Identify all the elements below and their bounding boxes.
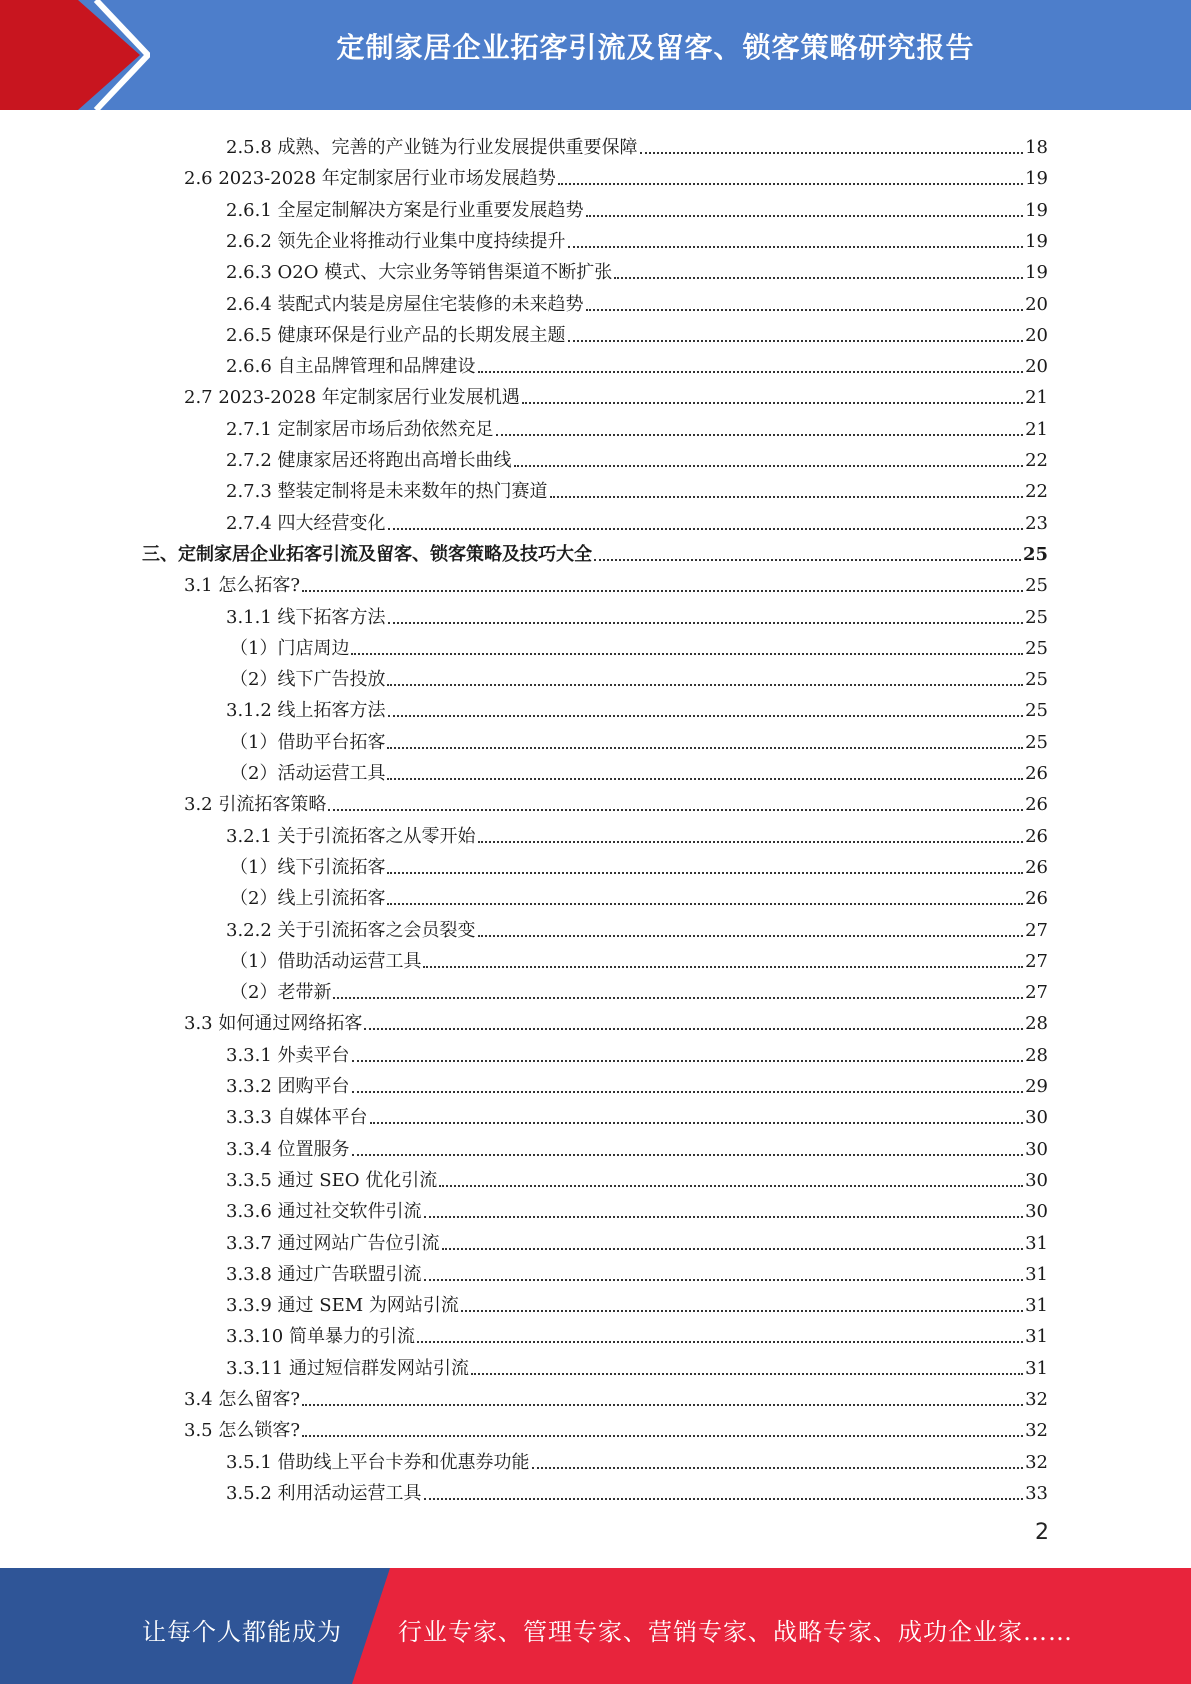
toc-dot-leader	[387, 684, 1023, 686]
toc-entry[interactable]	[226, 598, 1048, 629]
toc-entry-page: 31	[1025, 1326, 1048, 1348]
page-footer	[0, 1568, 1191, 1684]
toc-entry-page: 25	[1025, 700, 1048, 722]
toc-dot-leader	[532, 1467, 1024, 1469]
toc-entry-title: 2.7.2 健康家居还将跑出高增长曲线	[226, 450, 512, 471]
toc-dot-leader	[439, 1185, 1023, 1187]
toc-entry-title: 3.3.7 通过网站广告位引流	[226, 1232, 440, 1254]
toc-entry-title: 3.5.2 利用活动运营工具	[226, 1482, 422, 1504]
toc-dot-leader	[364, 1028, 1023, 1030]
toc-entry-title: 2.6.1 全屋定制解决方案是行业重要发展趋势	[226, 199, 584, 221]
toc-entry-title: 3.3.3 自媒体平台	[226, 1107, 368, 1129]
footer-slogan-right: 行业专家、管理专家、营销专家、战略专家、成功企业家……	[398, 1618, 1073, 1646]
toc-entry-page: 19	[1025, 262, 1048, 284]
toc-entry[interactable]	[226, 128, 1048, 159]
toc-entry-page: 30	[1025, 1169, 1048, 1191]
toc-entry[interactable]	[226, 1098, 1048, 1129]
toc-entry-title: 3.3.1 外卖平台	[226, 1044, 350, 1066]
toc-dot-leader	[423, 966, 1023, 968]
toc-dot-leader	[302, 1404, 1023, 1406]
toc-entry-title: （1）借助平台拓客	[230, 731, 386, 753]
toc-entry-title: （2）老带新	[230, 982, 332, 1004]
toc-entry[interactable]	[226, 316, 1048, 347]
toc-entry-title: 3.4 怎么留客?	[184, 1389, 300, 1410]
toc-entry-page: 21	[1025, 387, 1048, 409]
toc-entry[interactable]	[226, 472, 1048, 503]
toc-entry[interactable]	[226, 1286, 1048, 1317]
toc-entry-page: 30	[1025, 1107, 1048, 1129]
toc-entry[interactable]	[230, 723, 1048, 754]
toc-entry[interactable]	[230, 879, 1048, 910]
toc-entry[interactable]	[184, 1411, 1048, 1442]
toc-entry-title: 2.6.6 自主品牌管理和品牌建设	[226, 356, 476, 378]
toc-entry-page: 25	[1025, 731, 1048, 753]
toc-entry-title: 2.7.4 四大经营变化	[226, 512, 386, 534]
toc-entry[interactable]	[226, 410, 1048, 441]
toc-entry-title: 3.1 怎么拓客?	[184, 575, 300, 597]
toc-dot-leader	[594, 559, 1021, 561]
toc-entry-page: 20	[1025, 356, 1048, 378]
toc-entry-page: 25	[1025, 669, 1048, 691]
toc-dot-leader	[424, 1498, 1024, 1500]
toc-dot-leader	[387, 747, 1023, 749]
toc-entry-title: 3.3.6 通过社交软件引流	[226, 1201, 422, 1223]
toc-entry-title: （1）门店周边	[230, 637, 350, 659]
toc-entry-page: 25	[1025, 606, 1048, 628]
toc-dot-leader	[328, 809, 1023, 811]
toc-entry-title: （1）线下引流拓客	[230, 856, 386, 878]
toc-entry[interactable]	[142, 535, 1048, 566]
toc-entry[interactable]	[226, 347, 1048, 378]
toc-entry-page: 19	[1025, 168, 1048, 190]
toc-entry-title: （2）活动运营工具	[230, 763, 386, 784]
toc-entry-page: 27	[1025, 982, 1048, 1004]
toc-entry-title: 2.7 2023-2028 年定制家居行业发展机遇	[184, 387, 520, 409]
toc-entry-page: 31	[1025, 1295, 1048, 1317]
toc-entry-title: 3.1.1 线下拓客方法	[226, 606, 386, 628]
toc-entry-page: 20	[1025, 293, 1048, 315]
toc-entry[interactable]	[184, 566, 1048, 597]
toc-entry[interactable]	[184, 159, 1048, 190]
toc-dot-leader	[461, 1310, 1023, 1312]
toc-entry-page: 25	[1025, 575, 1048, 597]
toc-entry-page: 31	[1025, 1232, 1048, 1254]
toc-dot-leader	[352, 1154, 1024, 1156]
toc-entry-page: 19	[1025, 230, 1048, 252]
toc-dot-leader	[471, 1373, 1023, 1375]
toc-entry-page: 26	[1025, 888, 1048, 910]
toc-dot-leader	[478, 935, 1024, 937]
toc-entry[interactable]	[226, 1067, 1048, 1098]
toc-entry-page: 25	[1025, 637, 1048, 659]
toc-entry-title: （2）线上引流拓客	[230, 888, 386, 910]
toc-entry[interactable]	[226, 441, 1048, 472]
page-number: 2	[1035, 1520, 1049, 1545]
footer-slogan-left: 让每个人都能成为	[142, 1618, 342, 1646]
toc-entry-title: （1）借助活动运营工具	[230, 950, 422, 972]
toc-entry-page: 27	[1025, 950, 1048, 972]
toc-entry-page: 26	[1025, 763, 1048, 784]
toc-entry[interactable]	[226, 1192, 1048, 1223]
toc-entry-page: 31	[1025, 1263, 1048, 1285]
toc-entry[interactable]	[226, 191, 1048, 222]
toc-entry-page: 27	[1025, 919, 1048, 941]
toc-entry[interactable]	[226, 504, 1048, 535]
toc-dot-leader	[387, 778, 1023, 780]
toc-entry[interactable]	[226, 1130, 1048, 1161]
toc-entry-page: 33	[1025, 1482, 1048, 1504]
toc-entry[interactable]	[226, 222, 1048, 253]
toc-dot-leader	[333, 997, 1023, 999]
toc-entry-title: 3.5.1 借助线上平台卡券和优惠券功能	[226, 1451, 530, 1473]
toc-entry-title: 3.1.2 线上拓客方法	[226, 700, 386, 722]
toc-entry[interactable]	[230, 848, 1048, 879]
toc-dot-leader	[351, 653, 1023, 655]
toc-entry[interactable]	[226, 253, 1048, 284]
toc-entry[interactable]	[226, 1474, 1048, 1505]
toc-entry-page: 25	[1022, 543, 1048, 565]
toc-entry-title: （2）线下广告投放	[230, 669, 386, 691]
toc-entry-page: 32	[1025, 1420, 1048, 1442]
toc-dot-leader	[302, 590, 1023, 592]
toc-dot-leader	[568, 340, 1024, 342]
toc-entry-page: 23	[1025, 512, 1048, 534]
toc-entry[interactable]	[226, 817, 1048, 848]
toc-entry-title: 3.3 如何通过网络拓客	[184, 1013, 363, 1035]
toc-dot-leader	[522, 402, 1023, 404]
toc-dot-leader	[478, 841, 1024, 843]
toc-dot-leader	[370, 1122, 1024, 1124]
toc-entry-title: 2.6.4 装配式内装是房屋住宅装修的未来趋势	[226, 293, 584, 315]
toc-dot-leader	[387, 872, 1023, 874]
toc-entry-page: 26	[1025, 825, 1048, 847]
toc-dot-leader	[478, 371, 1024, 373]
toc-entry[interactable]	[226, 911, 1048, 942]
toc-entry-page: 32	[1025, 1451, 1048, 1473]
toc-entry[interactable]	[226, 691, 1048, 722]
toc-entry-page: 31	[1025, 1357, 1048, 1379]
toc-entry-page: 19	[1025, 199, 1048, 221]
toc-entry[interactable]	[230, 973, 1048, 1004]
toc-entry-title: 3.5 怎么锁客?	[184, 1420, 300, 1442]
toc-entry[interactable]	[184, 785, 1048, 816]
toc-dot-leader	[550, 496, 1024, 498]
toc-dot-leader	[514, 465, 1024, 467]
toc-dot-leader	[417, 1341, 1023, 1343]
page-header	[0, 0, 1191, 110]
toc-entry[interactable]	[226, 1349, 1048, 1380]
toc-dot-leader	[614, 277, 1023, 279]
toc-entry-page: 21	[1025, 418, 1048, 440]
toc-entry[interactable]	[226, 1161, 1048, 1192]
toc-entry[interactable]	[230, 660, 1048, 691]
toc-entry[interactable]	[184, 1004, 1048, 1035]
toc-dot-leader	[388, 715, 1024, 717]
toc-dot-leader	[496, 434, 1024, 436]
toc-entry-title: 3.3.10 简单暴力的引流	[226, 1326, 415, 1348]
toc-dot-leader	[388, 528, 1024, 530]
toc-entry-title: 2.6.5 健康环保是行业产品的长期发展主题	[226, 324, 566, 346]
toc-dot-leader	[586, 215, 1024, 217]
toc-entry-title: 2.7.1 定制家居市场后劲依然充足	[226, 418, 494, 440]
toc-entry-title: 3.3.2 团购平台	[226, 1076, 350, 1097]
toc-entry[interactable]	[230, 629, 1048, 660]
toc-entry[interactable]	[184, 1380, 1048, 1411]
toc-entry-page: 28	[1025, 1013, 1048, 1035]
toc-dot-leader	[352, 1091, 1024, 1093]
toc-entry-page: 29	[1025, 1076, 1048, 1097]
toc-entry-title: 2.7.3 整装定制将是未来数年的热门赛道	[226, 481, 548, 503]
toc-entry-title: 3.3.5 通过 SEO 优化引流	[226, 1169, 438, 1191]
toc-entry-page: 20	[1025, 324, 1048, 346]
toc-dot-leader	[302, 1435, 1023, 1437]
toc-entry-page: 26	[1025, 794, 1048, 816]
toc-dot-leader	[640, 152, 1024, 154]
toc-entry[interactable]	[226, 1443, 1048, 1474]
toc-entry-title: 2.5.8 成熟、完善的产业链为行业发展提供重要保障	[226, 137, 638, 158]
toc-entry-title: 3.3.9 通过 SEM 为网站引流	[226, 1295, 459, 1317]
toc-entry-title: 3.3.11 通过短信群发网站引流	[226, 1357, 469, 1379]
toc-entry-page: 32	[1025, 1389, 1048, 1410]
toc-entry-title: 3.3.4 位置服务	[226, 1138, 350, 1160]
toc-entry-title: 3.2 引流拓客策略	[184, 794, 327, 816]
toc-entry-page: 22	[1025, 450, 1048, 471]
toc-entry-page: 30	[1025, 1138, 1048, 1160]
toc-entry[interactable]	[230, 942, 1048, 973]
toc-dot-leader	[387, 903, 1023, 905]
toc-entry-page: 26	[1025, 856, 1048, 878]
toc-entry[interactable]	[226, 1036, 1048, 1067]
toc-dot-leader	[388, 622, 1024, 624]
toc-entry[interactable]	[226, 1224, 1048, 1255]
toc-dot-leader	[586, 309, 1024, 311]
toc-dot-leader	[568, 246, 1024, 248]
toc-entry[interactable]	[226, 1255, 1048, 1286]
toc-entry-page: 28	[1025, 1044, 1048, 1066]
toc-entry-title: 三、定制家居企业拓客引流及留客、锁客策略及技巧大全	[142, 543, 592, 565]
toc-dot-leader	[424, 1279, 1024, 1281]
toc-entry-page: 30	[1025, 1201, 1048, 1223]
toc-entry[interactable]	[226, 1317, 1048, 1348]
report-title: 定制家居企业拓客引流及留客、锁客策略研究报告	[336, 31, 975, 64]
toc-entry[interactable]	[226, 285, 1048, 316]
toc-entry[interactable]	[184, 378, 1048, 409]
toc-entry-title: 3.2.1 关于引流拓客之从零开始	[226, 825, 476, 847]
toc-dot-leader	[424, 1216, 1024, 1218]
toc-entry-title: 2.6 2023-2028 年定制家居行业市场发展趋势	[184, 168, 556, 190]
toc-dot-leader	[442, 1248, 1024, 1250]
toc-entry-page: 18	[1025, 137, 1048, 158]
toc-dot-leader	[558, 183, 1023, 185]
toc-entry-page: 22	[1025, 481, 1048, 503]
toc-entry-title: 3.2.2 关于引流拓客之会员裂变	[226, 919, 476, 941]
toc-entry-title: 2.6.2 领先企业将推动行业集中度持续提升	[226, 230, 566, 252]
toc-entry[interactable]	[230, 754, 1048, 785]
toc-entry-title: 2.6.3 O2O 模式、大宗业务等销售渠道不断扩张	[226, 262, 613, 284]
toc-entry-title: 3.3.8 通过广告联盟引流	[226, 1263, 422, 1285]
toc-dot-leader	[352, 1060, 1024, 1062]
